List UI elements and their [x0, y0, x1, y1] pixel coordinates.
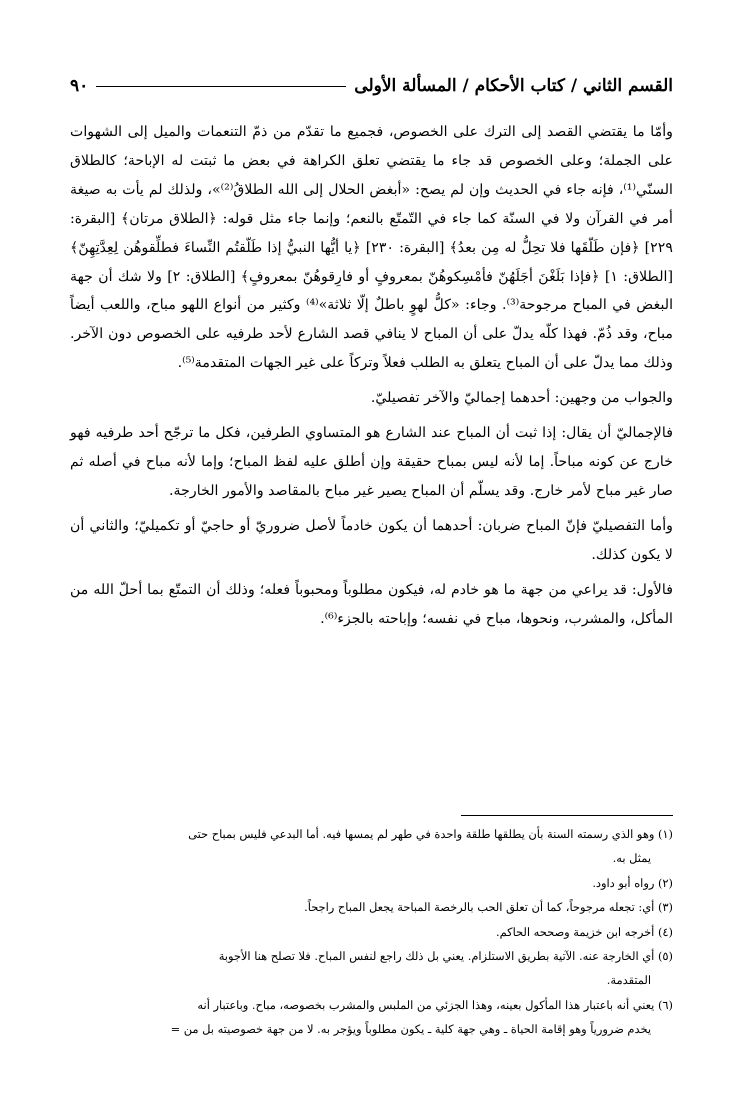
- footnote-text: أي: تجعله مرجوحاً، كما أن تعلق الحب بالرخصة المباحة يجعل المباح راجحاً.: [304, 900, 655, 915]
- footnote-number: (٣): [657, 900, 673, 915]
- footnote-number: (٦): [657, 997, 673, 1012]
- footnote-number: (٢): [657, 875, 673, 890]
- running-title: القسم الثاني / كتاب الأحكام / المسألة الأولى: [354, 76, 673, 96]
- footnote-2: [70, 871, 673, 895]
- paragraph-3: فالإجماليّ أن يقال: إذا ثبت أن المباح عند الشارع هو المتساوي الطرفين، فكل ما ترجّح أحد طرفيه فهو خارج عن كونه مباحاً. إما لأنه ليس بمباح حقيقة وإن أطلق عليه لفظ المباح؛ وإما لأنه مباح في أصله ثم صار غير مباح لأمر خارج. وقد يسلّم أن المباح يصير غير مباح بالمقاصد والأمور الخارجة.: [70, 425, 673, 499]
- header-rule: [96, 86, 346, 87]
- page-number: ٩٠: [70, 76, 89, 96]
- footnote-number: (٤): [657, 924, 673, 939]
- footnote-text: أخرجه ابن خزيمة وصححه الحاكم.: [495, 924, 655, 939]
- footnote-text: رواه أبو داود.: [592, 875, 655, 890]
- footnote-3: [70, 895, 673, 919]
- paragraph-4: وأما التفصيليّ فإنّ المباح ضربان: أحدهما أن يكون خادماً لأصل ضروريّ أو حاجيّ أو تكميليّ؛ والثاني أن لا يكون كذلك.: [70, 517, 673, 563]
- footnotes: [70, 822, 673, 1042]
- footnote-number: (١): [657, 827, 673, 841]
- paragraph-1: وأمّا ما يقتضي القصد إلى الترك على الخصوص، فجميع ما تقدّم من ذمّ التنعمات والميل إلى الشهوات على الجملة؛ وعلى الخصوص قد جاء ما يقتضي تعلق الكراهة في بعض ما ثبتت له الإباحة؛ كالطلاق السنّي⁽¹⁾، فإنه جاء في الحديث وإن لم يصح: «أبغض الحلال إلى الله الطلاقُ⁽²⁾»، ولذلك لم يأت به صيغة أمر في القرآن ولا في السنّة كما جاء في التّمتّع بالنعم؛ وإنما جاء مثل قوله: ﴿الطلاق مرتان﴾ [البقرة: ٢٢٩] ﴿فإن طَلّقَها فلا تحِلُّ له مِن بعدُ﴾ [البقرة: ٢٣٠] ﴿يا أيُّها النبيُّ إذا طَلّقتُم النِّساءَ فطلِّقوهُن لِعِدَّتِهِنّ﴾ [الطلاق: ١] ﴿فإذا بَلَغْنَ أجَلَهُنّ فأمْسِكوهُنّ بمعروفٍ أو فارِقوهُنّ بمعروفٍ﴾ [الطلاق: ٢] ولا شك أن جهة البغض في المباح مرجوحة⁽³⁾. وجاء: «كلُّ لهوٍ باطلٌ إلّا ثلاثة»⁽⁴⁾ وكثير من أنواع اللهو مباح، واللعب أيضاً مباح، وقد ذُمّ. فهذا كلّه يدلّ على أن المباح لا ينافي قصد الشارع لأحد طرفيه على الخصوص دون الآخر. وذلك مما يدلّ على أن المباح يتعلق به الطلب فعلاً وتركاً على غير الجهات المتقدمة⁽⁵⁾.: [70, 124, 674, 372]
- footnote-text: وهو الذي رسمته السنة بأن يطلقها طلقة واحدة في طهر لم يمسها فيه. أما البدعي فليس بمباح حتى: [188, 827, 655, 841]
- footnote-separator: [461, 815, 673, 816]
- footnote-1: [70, 822, 673, 846]
- footnote-number: (٥): [657, 949, 673, 964]
- footnote-text: يعني أنه باعتبار هذا المأكول بعينه، وهذا الجزئي من الملبس والمشرب بخصوصه، مباح. وباعتبار أنه: [197, 997, 655, 1012]
- footnote-6-continuation: يخدم ضرورياً وهو إقامة الحياة ـ وهي جهة كلية ـ يكون مطلوباً ويؤجر به. لا من جهة خصوصيته بل من =: [170, 1022, 651, 1037]
- footnote-5-continuation: المتقدمة.: [606, 973, 651, 988]
- page-header: [70, 70, 673, 102]
- footnote-5: [70, 944, 673, 968]
- paragraph-2: والجواب من وجهين: أحدهما إجماليّ والآخر تفصيليّ.: [370, 390, 673, 407]
- paragraph-5: فالأول: قد يراعي من جهة ما هو خادم له، فيكون مطلوباً ومحبوباً فعله؛ وذلك أن التمتّع بما أحلّ الله من المأكل، والمشرب، ونحوها، مباح في نفسه؛ وإباحته بالجزء⁽⁶⁾.: [70, 581, 673, 627]
- footnote-text: أي الخارجة عنه. الآتية بطريق الاستلزام. يعني بل ذلك راجع لنفس المباح. فلا تصلح هنا الأجوبة: [218, 949, 655, 964]
- main-text: [70, 118, 673, 636]
- footnote-6: [70, 993, 673, 1017]
- footnote-1-continuation: يمثل به.: [612, 851, 651, 866]
- footnote-4: [70, 920, 673, 944]
